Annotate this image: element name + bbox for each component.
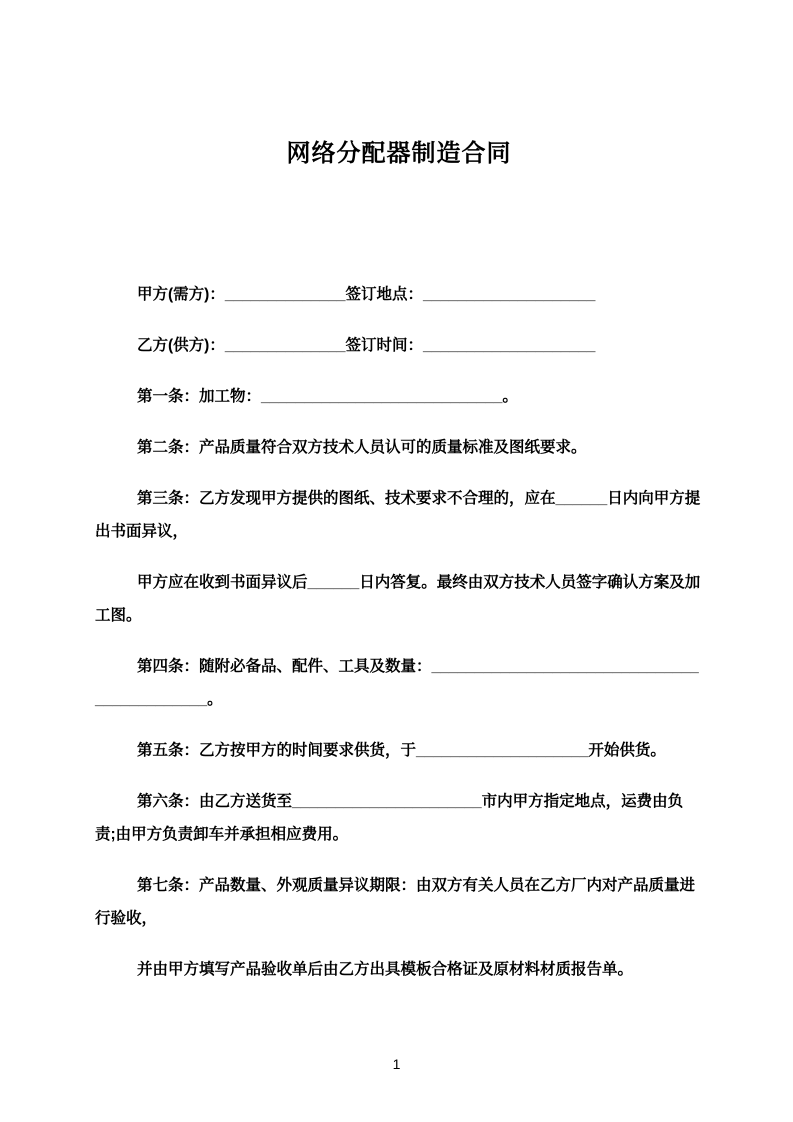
paragraph: 并由甲方填写产品验收单后由乙方出具模板合格证及原材料材质报告单。: [137, 961, 634, 978]
paragraph: 第三条：乙方发现甲方提供的图纸、技术要求不合理的，应在______日内向甲方提出书面异议，: [95, 490, 701, 540]
paragraph: 甲方(需方)：______________签订地点：____________________: [137, 286, 596, 303]
page-number: 1: [392, 1056, 401, 1072]
paragraph: 第四条：随附必备品、配件、工具及数量：____________________________________________。: [95, 658, 699, 708]
paragraph: 第七条：产品数量、外观质量异议期限：由双方有关人员在乙方厂内对产品质量进行验收，: [95, 877, 696, 927]
document-body: [95, 278, 703, 986]
paragraph: 第二条：产品质量符合双方技术人员认可的质量标准及图纸要求。: [137, 439, 587, 456]
paragraph: 第五条：乙方按甲方的时间要求供货，于____________________开始供货。: [137, 742, 666, 759]
paragraph: 乙方(供方)：______________签订时间：____________________: [137, 337, 596, 354]
paragraph: 甲方应在收到书面异议后______日内答复。最终由双方技术人员签字确认方案及加工图。: [95, 574, 701, 624]
paragraph: 第六条：由乙方送货至______________________市内甲方指定地点，运费由负责;由甲方负责卸车并承担相应费用。: [95, 793, 684, 843]
document-title: 网络分配器制造合同: [286, 140, 512, 167]
paragraph: 第一条：加工物：____________________________。: [137, 388, 518, 405]
